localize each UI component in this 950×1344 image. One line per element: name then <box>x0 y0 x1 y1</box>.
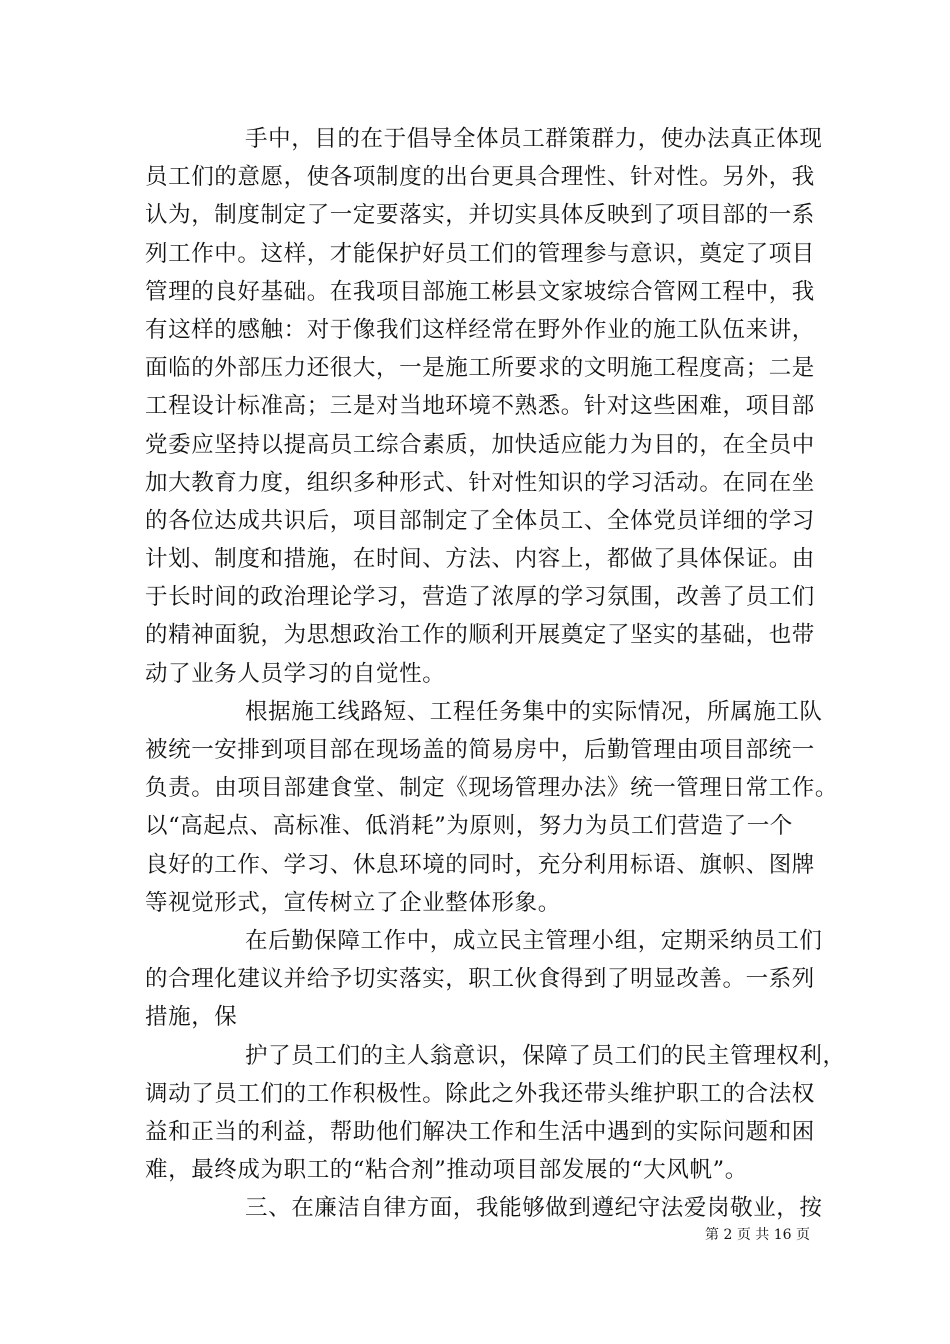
text-line: 措施，保 <box>145 1004 238 1031</box>
text-line: 手中，目的在于倡导全体员工群策群力，使办法真正体现 <box>245 126 823 152</box>
text-line: 在后勤保障工作中，成立民主管理小组，定期采纳员工们 <box>245 927 823 954</box>
paragraph-4 <box>145 1037 846 1190</box>
paragraph-3 <box>145 922 823 1037</box>
paragraph-1 <box>145 120 823 693</box>
paragraph-5 <box>145 1189 823 1227</box>
text-line: 等视觉形式，宣传树立了企业整体形象。 <box>145 889 561 916</box>
text-line: 员工们的意愿，使各项制度的出台更具合理性、针对性。另外，我 <box>145 164 815 191</box>
body-text <box>145 120 846 1227</box>
text-line: 工程设计标准高；三是对当地环境不熟悉。针对这些困难，项目部 <box>145 393 815 420</box>
text-line: 列工作中。这样，才能保护好员工们的管理参与意识，奠定了项目 <box>145 240 815 267</box>
text-line: 动了业务人员学习的自觉性。 <box>145 660 446 687</box>
text-line: 有这样的感触：对于像我们这样经常在野外作业的施工队伍来讲， <box>145 316 815 343</box>
text-line: 的精神面貌，为思想政治工作的顺利开展奠定了坚实的基础，也带 <box>145 622 815 649</box>
text-line: 的各位达成共识后，项目部制定了全体员工、全体党员详细的学习 <box>145 507 815 534</box>
text-line: 益和正当的利益，帮助他们解决工作和生活中遇到的实际问题和困 <box>145 1118 815 1145</box>
text-line: 难，最终成为职工的“粘合剂”推动项目部发展的“大风帆”。 <box>145 1157 748 1184</box>
text-line: 被统一安排到项目部在现场盖的简易房中，后勤管理由项目部统一 <box>145 737 815 763</box>
text-line: 良好的工作、学习、休息环境的同时，充分利用标语、旗帜、图牌 <box>145 851 815 878</box>
text-line: 调动了员工们的工作积极性。除此之外我还带头维护职工的合法权 <box>145 1080 815 1107</box>
text-line: 护了员工们的主人翁意识，保障了员工们的民主管理权利， <box>245 1042 846 1069</box>
text-line: 的合理化建议并给予切实落实，职工伙食得到了明显改善。一系列 <box>145 966 815 993</box>
text-line: 加大教育力度，组织多种形式、针对性知识的学习活动。在同在坐 <box>145 469 815 496</box>
text-line: 以“高起点、高标准、低消耗”为原则，努力为员工们营造了一个 <box>145 813 793 840</box>
text-line: 三、在廉洁自律方面，我能够做到遵纪守法爱岗敬业，按 <box>245 1195 823 1222</box>
text-line: 根据施工线路短、工程任务集中的实际情况，所属施工队 <box>245 698 823 725</box>
text-line: 认为，制度制定了一定要落实，并切实具体反映到了项目部的一系 <box>145 202 815 229</box>
paragraph-2 <box>145 693 839 922</box>
page-number-footer: 第 2 页 共 16 页 <box>705 1227 810 1243</box>
text-line: 管理的良好基础。在我项目部施工彬县文家坡综合管网工程中，我 <box>145 278 815 305</box>
text-line: 面临的外部压力还很大，一是施工所要求的文明施工程度高；二是 <box>145 355 815 382</box>
text-line: 于长时间的政治理论学习，营造了浓厚的学习氛围，改善了员工们 <box>145 584 815 611</box>
text-line: 计划、制度和措施，在时间、方法、内容上，都做了具体保证。由 <box>145 546 815 573</box>
text-line: 党委应坚持以提高员工综合素质，加快适应能力为目的，在全员中 <box>145 431 815 458</box>
text-line: 负责。由项目部建食堂、制定《现场管理办法》统一管理日常工作。 <box>145 775 839 802</box>
